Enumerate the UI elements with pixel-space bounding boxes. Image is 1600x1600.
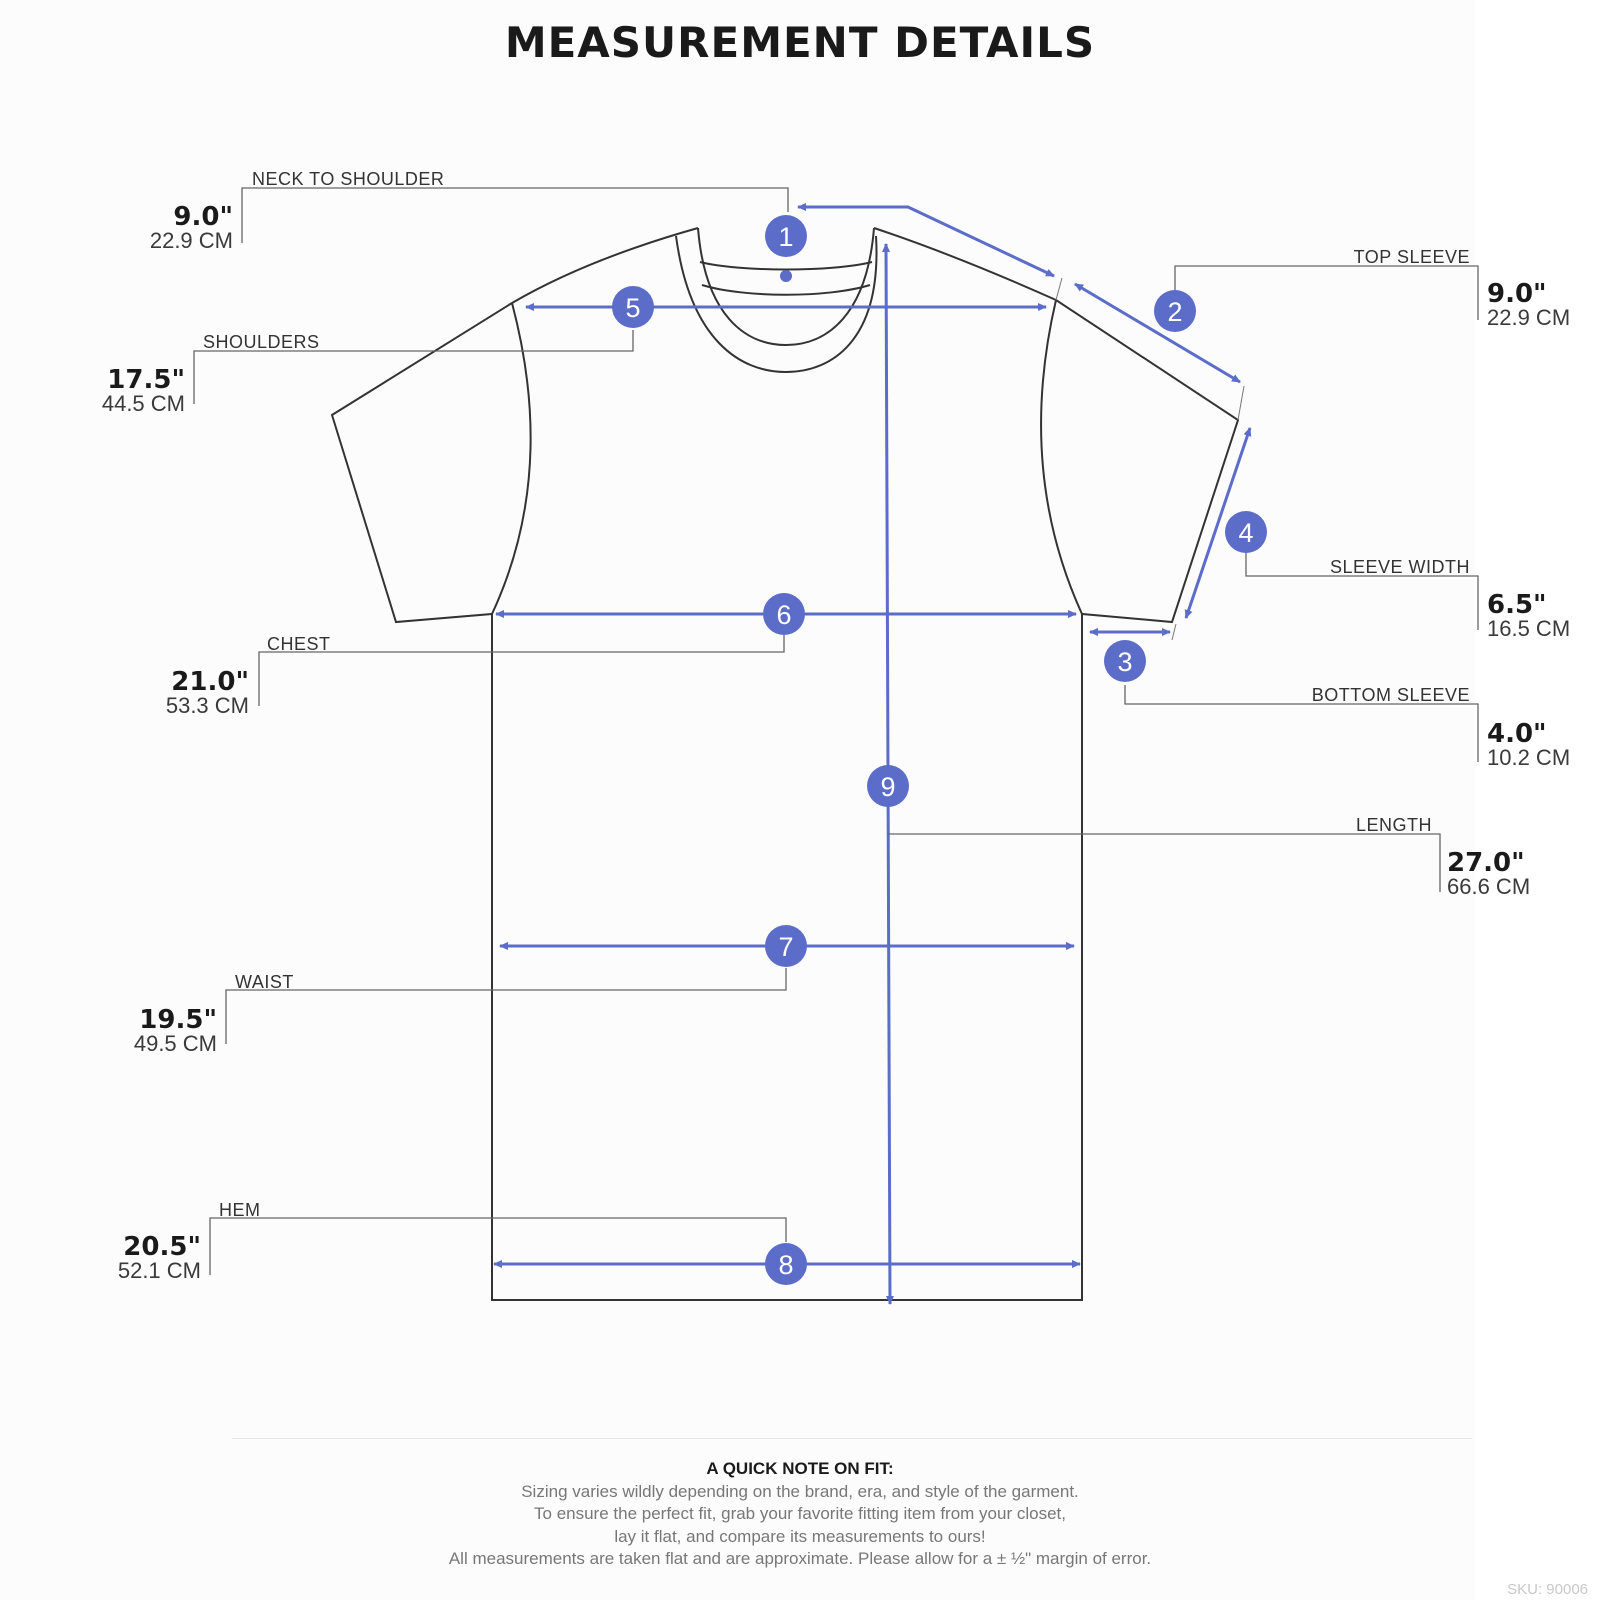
leader-neck-to-shoulder: [242, 188, 788, 243]
value-length-cm: 66.6 CM: [1447, 874, 1531, 899]
value-shoulders-cm: 44.5 CM: [101, 391, 185, 416]
badge-3-number: 3: [1117, 647, 1133, 677]
callout-bottom-sleeve: [1312, 685, 1570, 770]
left-armhole-seam: [492, 303, 531, 614]
callout-top-sleeve: [1354, 247, 1571, 330]
callout-hem: [118, 1200, 261, 1283]
callout-shoulders: [102, 332, 320, 416]
leader-top-sleeve: [1175, 266, 1478, 320]
page-title: MEASUREMENT DETAILS: [504, 18, 1096, 67]
right-armhole-seam: [1041, 300, 1082, 614]
leader-waist: [226, 968, 786, 1044]
fit-note-line: All measurements are taken flat and are approximate. Please allow for a ± ½" margin of error.: [448, 1549, 1152, 1568]
value-bottom-sleeve-inches: 4.0": [1487, 719, 1547, 749]
tshirt-body: [332, 228, 1238, 1300]
fit-note: [0, 1458, 1600, 1571]
fit-note-line: To ensure the perfect fit, grab your favorite fitting item from your closet,: [534, 1504, 1066, 1523]
value-bottom-sleeve-cm: 10.2 CM: [1487, 745, 1571, 770]
badge-1-number: 1: [778, 222, 794, 252]
leader-length: [888, 834, 1440, 892]
value-neck-to-shoulder-inches: 9.0": [173, 202, 233, 232]
leader-hem: [210, 1218, 786, 1275]
badge-9-number: 9: [880, 772, 896, 802]
badge-5: [612, 286, 654, 328]
value-sleeve-width-cm: 16.5 CM: [1487, 616, 1571, 641]
neck-point-dot: [780, 270, 792, 282]
measurement-arrows: [494, 207, 1250, 1304]
value-hem-cm: 52.1 CM: [117, 1258, 201, 1283]
arrow-neck-to-shoulder: [798, 207, 1054, 276]
badge-7: [765, 925, 807, 967]
collar-stitch-2: [702, 285, 870, 295]
label-length: LENGTH: [1355, 815, 1432, 835]
badge-8: [765, 1243, 807, 1285]
badge-8-number: 8: [778, 1250, 794, 1280]
leader-lines: [194, 188, 1478, 1275]
badge-4-number: 4: [1238, 518, 1254, 548]
callout-waist: [134, 972, 294, 1056]
sku-label: SKU: 90006: [1507, 1581, 1588, 1598]
value-chest-cm: 53.3 CM: [165, 693, 249, 718]
badge-3: [1104, 640, 1146, 682]
badge-2: [1154, 290, 1196, 332]
sleeve-tick-marks: [1056, 278, 1244, 640]
label-sleeve-width: SLEEVE WIDTH: [1329, 557, 1470, 577]
collar-stitch-1: [700, 262, 872, 270]
value-length-inches: 27.0": [1447, 848, 1525, 878]
label-waist: WAIST: [235, 972, 294, 992]
badge-6: [763, 593, 805, 635]
value-shoulders-inches: 17.5": [107, 365, 185, 395]
fit-note-line: Sizing varies wildly depending on the brand, era, and style of the garment.: [521, 1481, 1079, 1501]
label-neck-to-shoulder: NECK TO SHOULDER: [252, 169, 445, 189]
label-hem: HEM: [219, 1200, 261, 1220]
badge-2-number: 2: [1167, 297, 1183, 327]
callout-length: [1356, 815, 1530, 899]
badge-7-number: 7: [778, 932, 794, 962]
badge-4: [1225, 511, 1267, 553]
badge-1: [765, 215, 807, 257]
badge-6-number: 6: [776, 600, 792, 630]
footer-divider: [232, 1438, 1472, 1439]
value-waist-cm: 49.5 CM: [133, 1031, 217, 1056]
value-chest-inches: 21.0": [171, 667, 249, 697]
leader-chest: [259, 635, 784, 706]
label-chest: CHEST: [267, 634, 331, 654]
callout-sleeve-width: [1330, 557, 1570, 641]
callout-neck-to-shoulder: [150, 169, 445, 253]
value-top-sleeve-cm: 22.9 CM: [1487, 305, 1571, 330]
callout-chest: [166, 634, 331, 718]
value-neck-to-shoulder-cm: 22.9 CM: [149, 228, 233, 253]
fit-note-title: A QUICK NOTE ON FIT:: [706, 1459, 894, 1478]
collar-outer: [676, 236, 876, 372]
tshirt-outline: [332, 228, 1238, 1300]
value-waist-inches: 19.5": [139, 1005, 217, 1035]
label-bottom-sleeve: BOTTOM SLEEVE: [1311, 685, 1470, 705]
value-sleeve-width-inches: 6.5": [1487, 590, 1547, 620]
badge-5-number: 5: [625, 293, 641, 323]
label-shoulders: SHOULDERS: [203, 332, 320, 352]
fit-note-line: lay it flat, and compare its measurements to ours!: [614, 1526, 986, 1546]
badge-9: [867, 765, 909, 807]
value-hem-inches: 20.5": [123, 1232, 201, 1262]
value-top-sleeve-inches: 9.0": [1487, 279, 1547, 309]
label-top-sleeve: TOP SLEEVE: [1353, 247, 1470, 267]
